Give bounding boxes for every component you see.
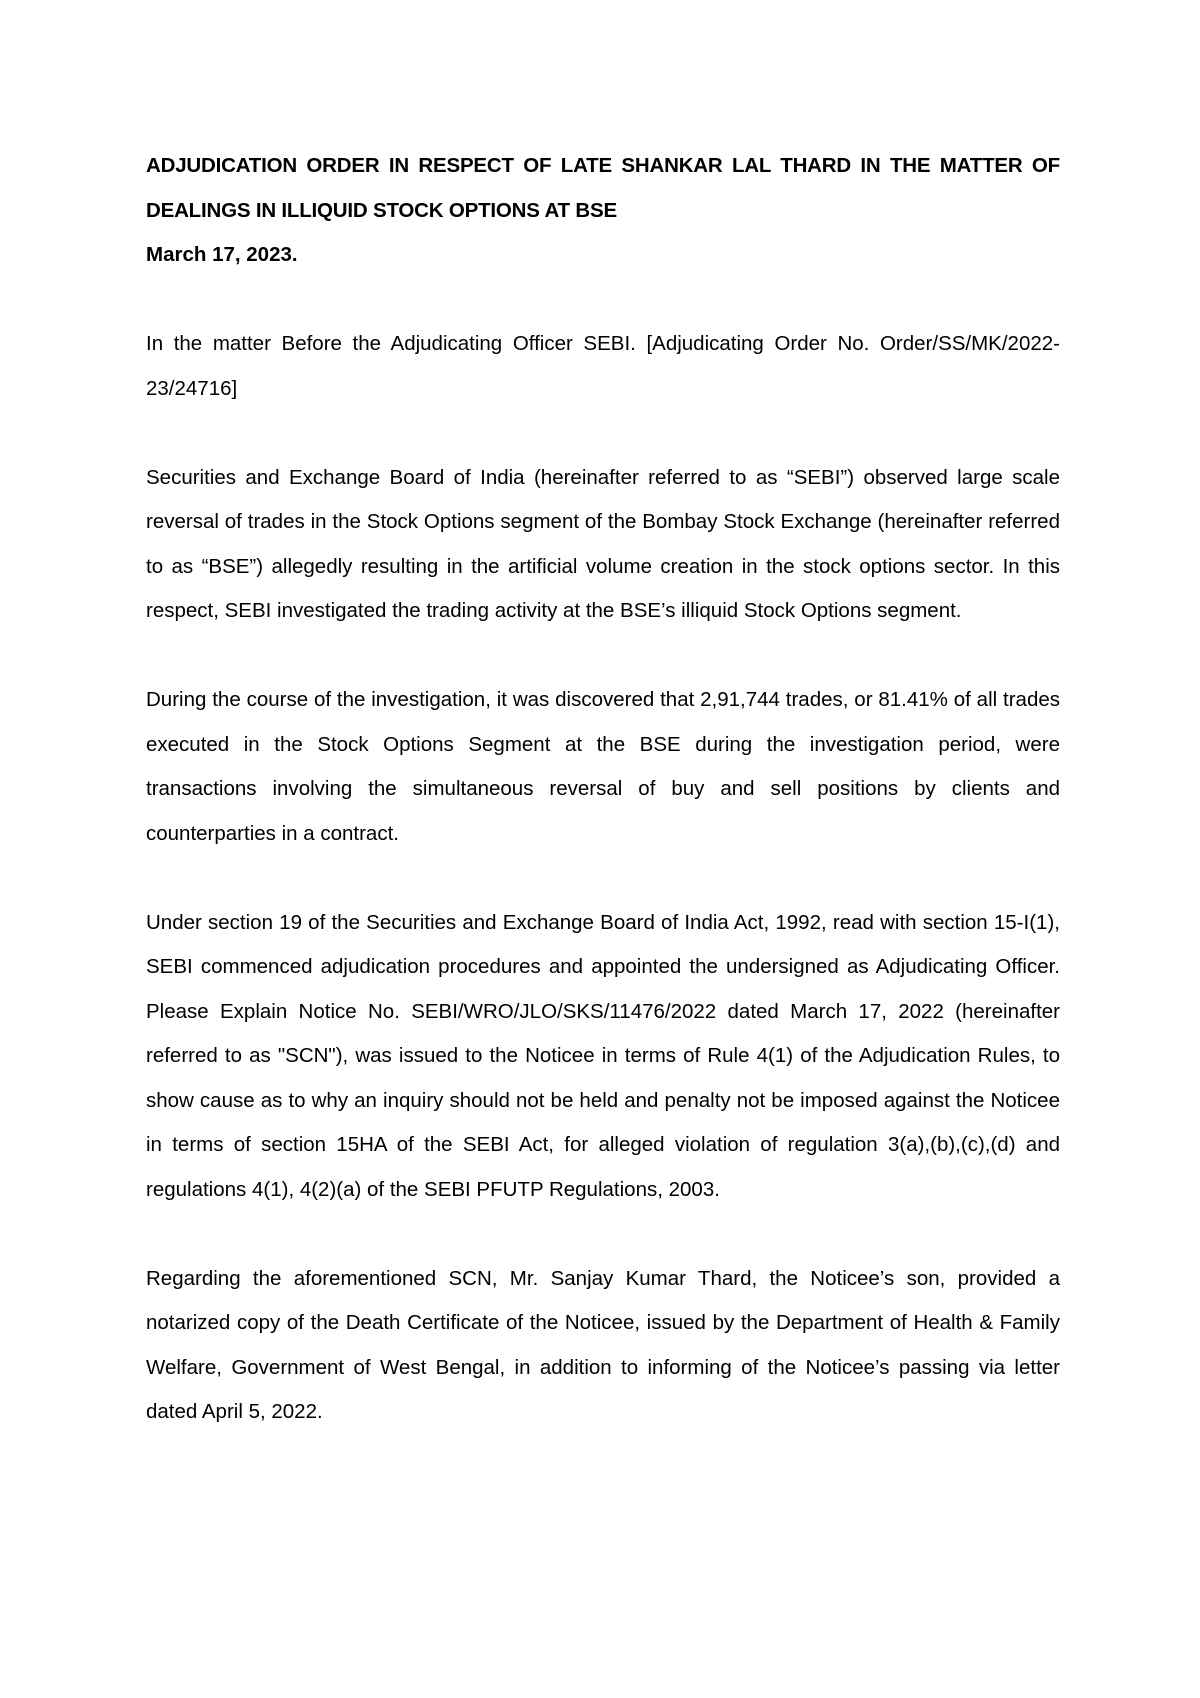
document-date: March 17, 2023. — [146, 243, 298, 266]
paragraph-matter: In the matter Before the Adjudicating Officer SEBI. [Adjudicating Order No. Order/SS/MK/2022-23/24716] — [146, 332, 1060, 400]
paragraph-background: Securities and Exchange Board of India (hereinafter referred to as “SEBI”) observed large scale reversal of trades in the Stock Options segment of the Bombay Stock Exchange (hereinafter referred to as “BSE”) allegedly resulting in the artificial volume creation in the stock options sector. In this respect, SEBI investigated the trading activity at the BSE’s illiquid Stock Options segment. — [146, 465, 1060, 622]
paragraph-death-certificate: Regarding the aforementioned SCN, Mr. Sanjay Kumar Thard, the Noticee’s son, provided a notarized copy of the Death Certificate of the Noticee, issued by the Department of Health & Family Welfare, Government of West Bengal, in addition to informing of the Noticee’s passing via letter dated April 5, 2022. — [146, 1266, 1060, 1423]
document-body — [146, 144, 1060, 1479]
document-title: ADJUDICATION ORDER IN RESPECT OF LATE SHANKAR LAL THARD IN THE MATTER OF DEALINGS IN ILLIQUID STOCK OPTIONS AT BSE — [146, 154, 1060, 222]
paragraph-investigation: During the course of the investigation, it was discovered that 2,91,744 trades, or 81.41% of all trades executed in the Stock Options Segment at the BSE during the investigation period, were transactions involving the simultaneous reversal of buy and sell positions by clients and counterparties in a contract. — [146, 688, 1060, 845]
paragraph-proceedings: Under section 19 of the Securities and Exchange Board of India Act, 1992, read with section 15-I(1), SEBI commenced adjudication procedures and appointed the undersigned as Adjudicating Officer. Please Explain Notice No. SEBI/WRO/JLO/SKS/11476/2022 dated March 17, 2022 (hereinafter referred to as "SCN"), was issued to the Noticee in terms of Rule 4(1) of the Adjudication Rules, to show cause as to why an inquiry should not be held and penalty not be imposed against the Noticee in terms of section 15HA of the SEBI Act, for alleged violation of regulation 3(a),(b),(c),(d) and regulations 4(1), 4(2)(a) of the SEBI PFUTP Regulations, 2003. — [146, 910, 1060, 1201]
